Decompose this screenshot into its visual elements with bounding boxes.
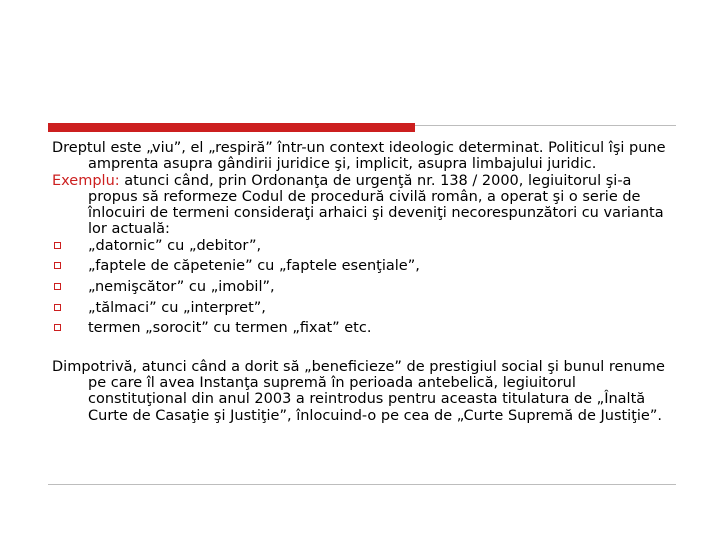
replacement-list bbox=[52, 238, 670, 337]
example-paragraph bbox=[52, 173, 670, 238]
list-item: „faptele de căpetenie” cu „faptele esenţiale”, bbox=[52, 258, 670, 274]
accent-bar bbox=[48, 123, 415, 132]
list-item: „tălmaci” cu „interpret”, bbox=[52, 300, 670, 316]
square-bullet-icon bbox=[54, 242, 61, 249]
intro-paragraph: Dreptul este „viu”, el „respiră” într-un context ideologic determinat. Politicul îşi pune amprenta asupra gândirii juridice şi, implicit, asupra limbajului juridic. bbox=[52, 140, 666, 173]
square-bullet-icon bbox=[54, 262, 61, 269]
list-item: termen „sorocit” cu termen „fixat” etc. bbox=[52, 320, 670, 336]
list-item: „nemişcător” cu „imobil”, bbox=[52, 279, 670, 295]
slide-body bbox=[52, 140, 670, 424]
example-text: atunci când, prin Ordonanţa de urgenţă nr. 138 / 2000, legiuitorul şi-a propus să reformeze Codul de procedură civilă român, a operat şi o serie de înlocuiri de termeni consideraţi arhaici şi deveniţi necorespunzători cu varianta lor actuală: bbox=[88, 172, 664, 238]
closing-paragraph: Dimpotrivă, atunci când a dorit să „beneficieze” de prestigiul social şi bunul renume pe care îl avea Instanţa supremă în perioada antebelică, legiuitorul constituţional din anul 2003 a reintrodus pentru aceasta titulatura de „Înaltă Curte de Casaţie şi Justiţie”, înlocuind-o pe cea de „Curte Supremă de Justiţie”. bbox=[52, 358, 665, 424]
list-item: „datornic” cu „debitor”, bbox=[52, 238, 670, 254]
square-bullet-icon bbox=[54, 283, 61, 290]
square-bullet-icon bbox=[54, 324, 61, 331]
bottom-divider-line bbox=[48, 484, 676, 485]
square-bullet-icon bbox=[54, 304, 61, 311]
spacer bbox=[52, 341, 670, 359]
example-label: Exemplu: bbox=[52, 172, 120, 189]
